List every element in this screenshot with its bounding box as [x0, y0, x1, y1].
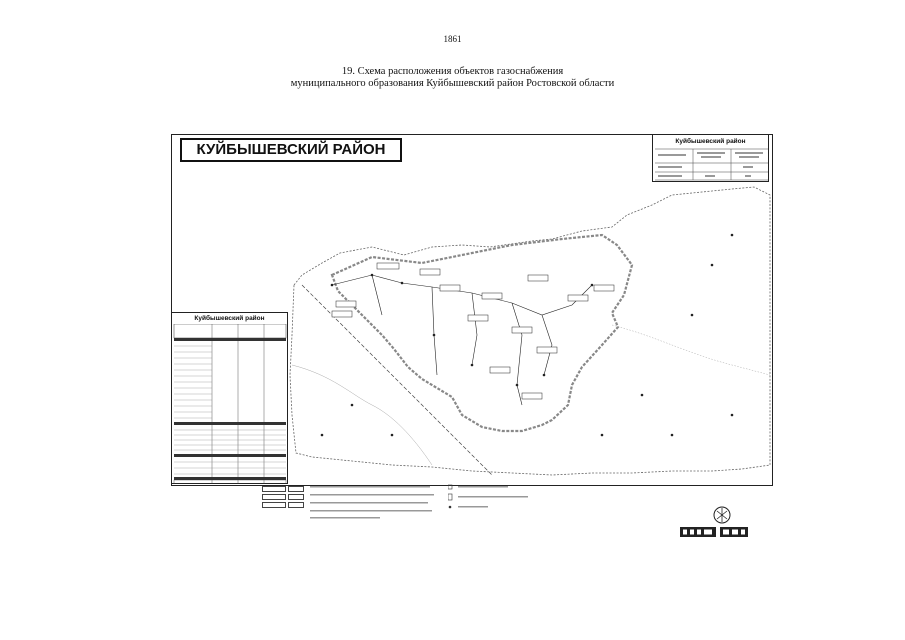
- title-line-1: 19. Схема расположения объектов газоснабжения: [341, 66, 564, 77]
- summary-table-grid: [653, 147, 770, 181]
- legend-right-symbols: [448, 484, 558, 514]
- summary-table-title: Куйбышевский район: [675, 138, 746, 145]
- emblem-icon: [714, 507, 730, 523]
- settlement-dot-symbol: [449, 506, 452, 509]
- pressure-point-symbol: [448, 494, 452, 500]
- title-line-2: муниципального образования Куйбышевский район Ростовской области: [290, 78, 615, 89]
- river: [292, 365, 432, 465]
- logo-area: [676, 505, 772, 545]
- company-logo-icon: [680, 527, 748, 537]
- gas-station-symbol: [448, 485, 452, 489]
- page-number: 1861: [443, 34, 462, 44]
- road: [612, 325, 770, 375]
- summary-table: [652, 134, 769, 182]
- left-table-grid: [172, 324, 289, 484]
- gas-pipeline-network: [332, 275, 592, 405]
- document-title: [0, 66, 905, 90]
- left-data-table: [171, 312, 288, 484]
- left-table-title: Куйбышевский район: [194, 315, 265, 322]
- region-banner: КУЙБЫШЕВСКИЙ РАЙОН: [180, 138, 402, 162]
